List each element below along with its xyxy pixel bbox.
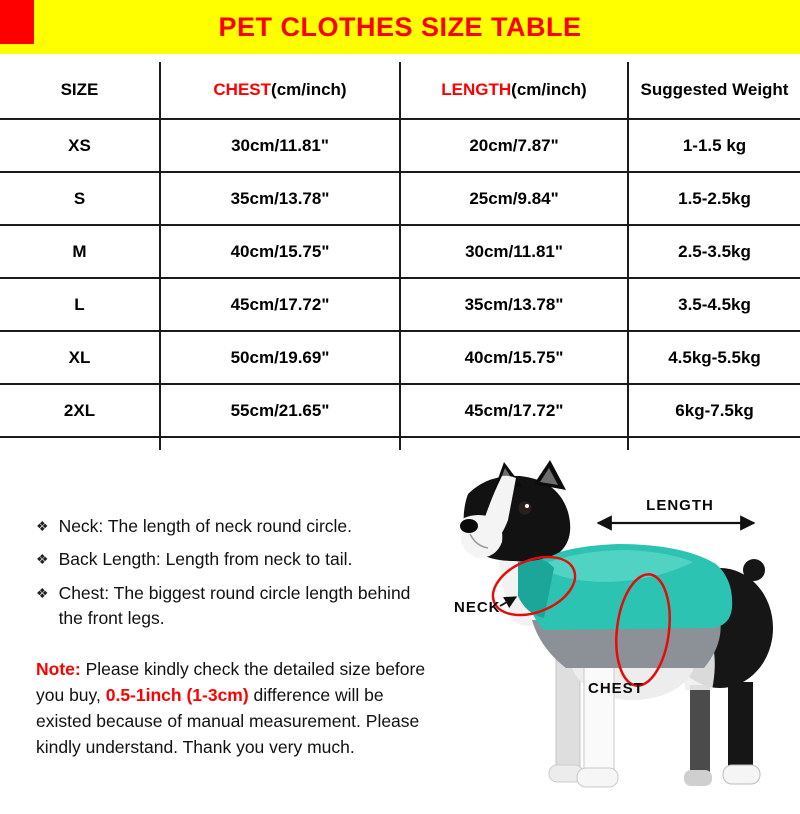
banner-red-accent xyxy=(0,0,34,44)
length-label: LENGTH xyxy=(646,497,714,514)
cell-length: 40cm/15.75" xyxy=(400,331,628,384)
cell-chest: 35cm/13.78" xyxy=(160,172,400,225)
cell-size: XL xyxy=(0,331,160,384)
table-header-row xyxy=(0,62,800,119)
cell-length: 35cm/13.78" xyxy=(400,278,628,331)
col-header-size: SIZE xyxy=(0,62,160,119)
table-row xyxy=(0,384,800,437)
col-header-weight: Suggested Weight xyxy=(628,62,800,119)
size-table xyxy=(0,62,800,450)
list-item xyxy=(36,547,434,572)
cell-chest: 45cm/17.72" xyxy=(160,278,400,331)
cell-size: M xyxy=(0,225,160,278)
col-header-chest-word: CHEST xyxy=(213,80,272,99)
note-paragraph xyxy=(36,656,428,761)
table-row xyxy=(0,172,800,225)
cell-weight: 1-1.5 kg xyxy=(628,119,800,172)
chest-note-text: Chest: The biggest round circle length behind the front legs. xyxy=(58,582,411,629)
table-row xyxy=(0,225,800,278)
diamond-bullet-icon: ❖ xyxy=(36,551,49,568)
measurement-notes xyxy=(36,514,434,778)
list-item xyxy=(36,514,434,539)
dog-diagram-svg xyxy=(428,460,798,805)
col-header-chest-unit: (cm/inch) xyxy=(271,80,347,99)
cell-weight: 4.5kg-5.5kg xyxy=(628,331,800,384)
col-header-length xyxy=(400,62,628,119)
col-header-length-unit: (cm/inch) xyxy=(511,80,587,99)
col-header-chest xyxy=(160,62,400,119)
cell-weight: 3.5-4.5kg xyxy=(628,278,800,331)
cell-chest: 40cm/15.75" xyxy=(160,225,400,278)
table-stub-row xyxy=(0,437,800,450)
table-row xyxy=(0,331,800,384)
cell-size: S xyxy=(0,172,160,225)
cell-chest: 30cm/11.81" xyxy=(160,119,400,172)
col-header-length-word: LENGTH xyxy=(441,80,512,99)
cell-length: 45cm/17.72" xyxy=(400,384,628,437)
diamond-bullet-icon: ❖ xyxy=(36,584,49,601)
cell-length: 25cm/9.84" xyxy=(400,172,628,225)
cell-chest: 55cm/21.65" xyxy=(160,384,400,437)
note-text-before: Please kindly check the detailed size before you buy, xyxy=(36,658,426,705)
cell-length: 20cm/7.87" xyxy=(400,119,628,172)
cell-size: XS xyxy=(0,119,160,172)
note-text-after: difference will be existed because of manual measurement. Please kindly understand. Thank you very much. xyxy=(36,684,420,758)
neck-note-text: Neck: The length of neck round circle. xyxy=(58,516,353,536)
title-banner xyxy=(0,0,800,54)
note-highlight: 0.5-1inch (1-3cm) xyxy=(105,684,249,705)
cell-size: L xyxy=(0,278,160,331)
measurement-section xyxy=(0,450,800,814)
cell-weight: 6kg-7.5kg xyxy=(628,384,800,437)
table-row xyxy=(0,278,800,331)
dog-diagram xyxy=(428,460,798,805)
cell-weight: 2.5-3.5kg xyxy=(628,225,800,278)
chest-label: CHEST xyxy=(588,680,644,697)
back-length-note-text: Back Length: Length from neck to tail. xyxy=(58,549,353,570)
cell-length: 30cm/11.81" xyxy=(400,225,628,278)
cell-weight: 1.5-2.5kg xyxy=(628,172,800,225)
table-row xyxy=(0,119,800,172)
page-title: PET CLOTHES SIZE TABLE xyxy=(218,11,582,42)
cell-size: 2XL xyxy=(0,384,160,437)
note-label: Note: xyxy=(36,658,81,679)
list-item xyxy=(36,581,434,632)
neck-label: NECK xyxy=(454,599,501,616)
diamond-bullet-icon: ❖ xyxy=(36,518,49,534)
cell-chest: 50cm/19.69" xyxy=(160,331,400,384)
